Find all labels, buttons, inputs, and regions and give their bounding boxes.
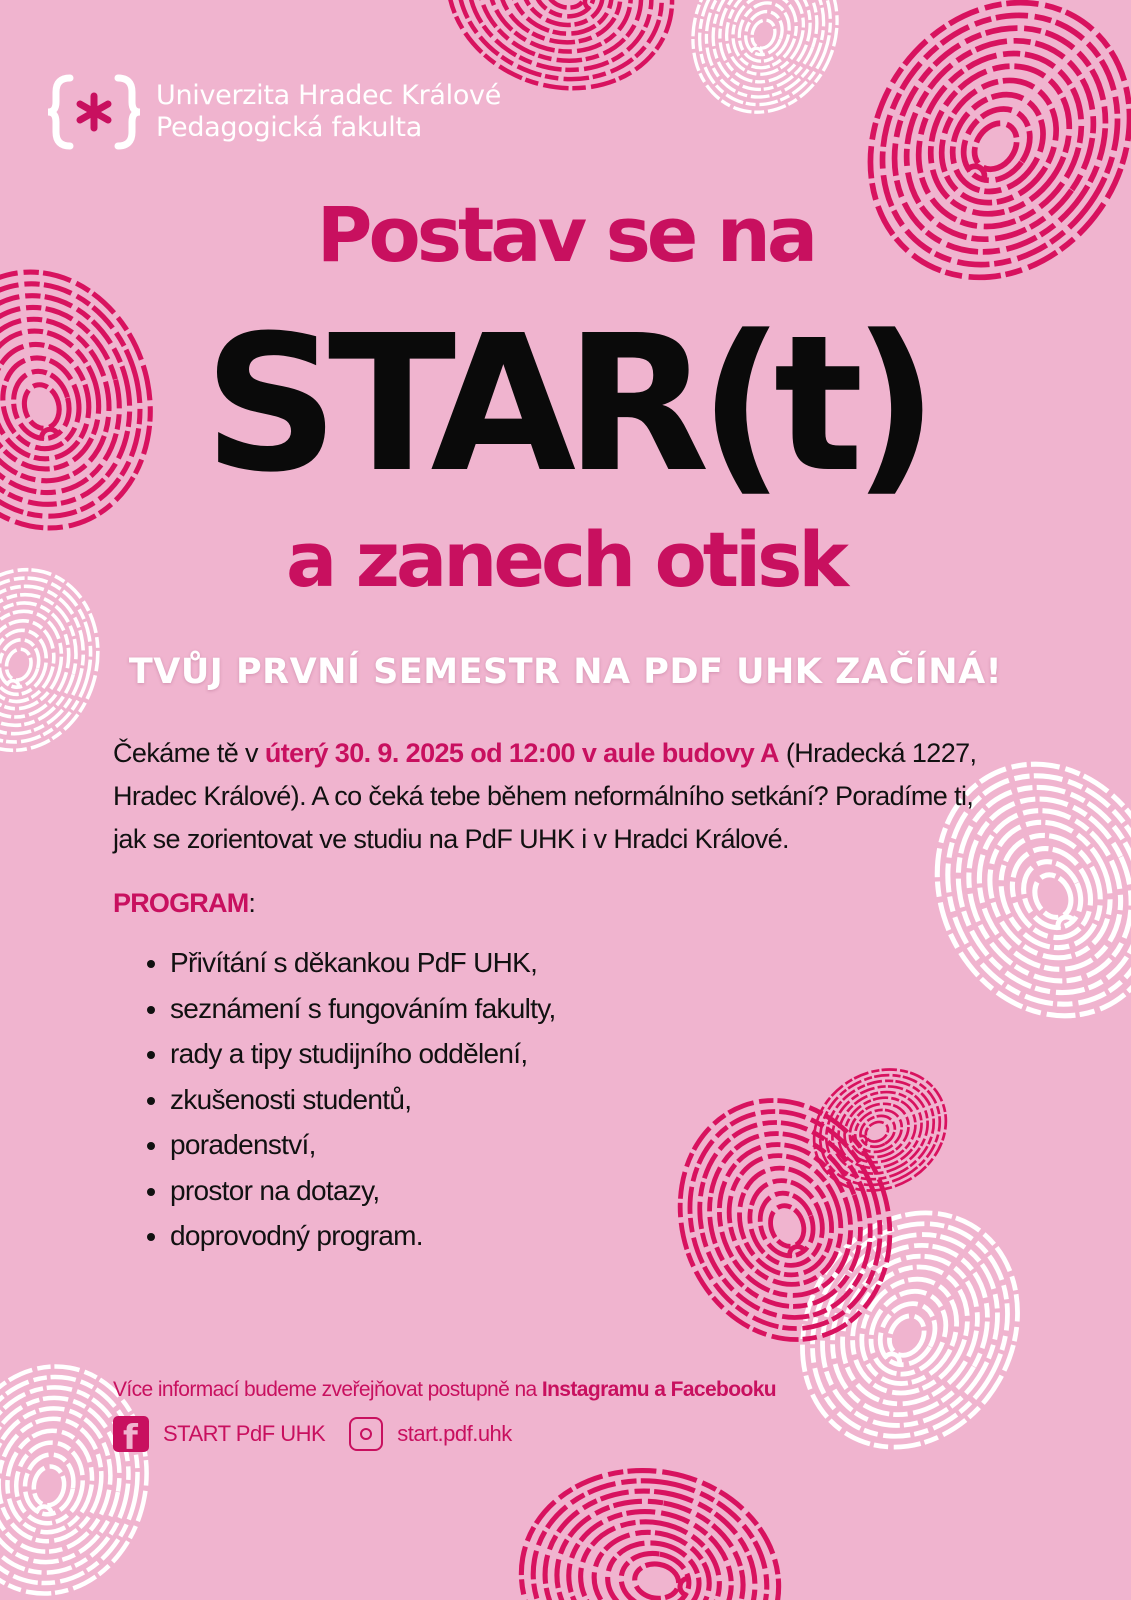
headline-line3: a zanech otisk xyxy=(286,515,845,604)
list-item: • rady a tipy studijního oddělení, xyxy=(170,1031,556,1077)
fingerprint-top-white xyxy=(670,0,859,133)
list-item: • Přivítání s děkankou PdF UHK, xyxy=(170,940,556,986)
intro-date-highlight: úterý 30. 9. 2025 od 12:00 v aule budovy A xyxy=(264,738,779,768)
more-info-bold: Instagramu a Facebooku xyxy=(541,1378,777,1401)
intro-paragraph xyxy=(113,732,993,861)
university-name xyxy=(156,80,501,144)
asterisk-brace-logo-icon xyxy=(48,74,140,150)
facebook-icon[interactable]: f xyxy=(113,1416,149,1452)
fingerprint-bottom-center xyxy=(504,1450,796,1600)
list-item: • seznámení s fungováním fakulty, xyxy=(170,986,556,1032)
university-logo xyxy=(48,74,501,150)
facebook-link[interactable]: START PdF UHK xyxy=(163,1421,326,1446)
list-item: • doprovodný program. xyxy=(170,1213,556,1259)
instagram-icon[interactable] xyxy=(349,1417,383,1451)
list-item: • poradenství, xyxy=(170,1122,556,1168)
intro-rest: (Hradecká 1227, Hradec Králové). A co čeká tebe během neformálního setkání? Poradíme ti, jak se zorientovat ve studiu na PdF UHK i v Hradci Králové. xyxy=(113,738,977,854)
program-colon: : xyxy=(248,888,256,918)
subheadline: TVŮJ PRVNÍ SEMESTR NA PDF UHK ZAČÍNÁ! xyxy=(128,652,1003,692)
list-item: • zkušenosti studentů, xyxy=(170,1077,556,1123)
program-list xyxy=(138,940,556,1259)
faculty-name-line2: Pedagogická fakulta xyxy=(156,112,422,143)
more-info-text xyxy=(113,1378,776,1402)
headline-start: STAR(t) xyxy=(203,295,928,514)
social-links xyxy=(113,1416,512,1458)
list-item: • prostor na dotazy, xyxy=(170,1168,556,1214)
more-info-lead: Více informací budeme zveřejňovat postupně na xyxy=(113,1378,542,1401)
intro-lead: Čekáme tě v xyxy=(113,738,265,768)
program-label: PROGRAM xyxy=(113,888,249,918)
instagram-link[interactable]: start.pdf.uhk xyxy=(397,1421,512,1446)
headline-line1: Postav se na xyxy=(316,190,815,279)
university-name-line1: Univerzita Hradec Králové xyxy=(156,80,502,111)
program-heading xyxy=(113,888,255,919)
